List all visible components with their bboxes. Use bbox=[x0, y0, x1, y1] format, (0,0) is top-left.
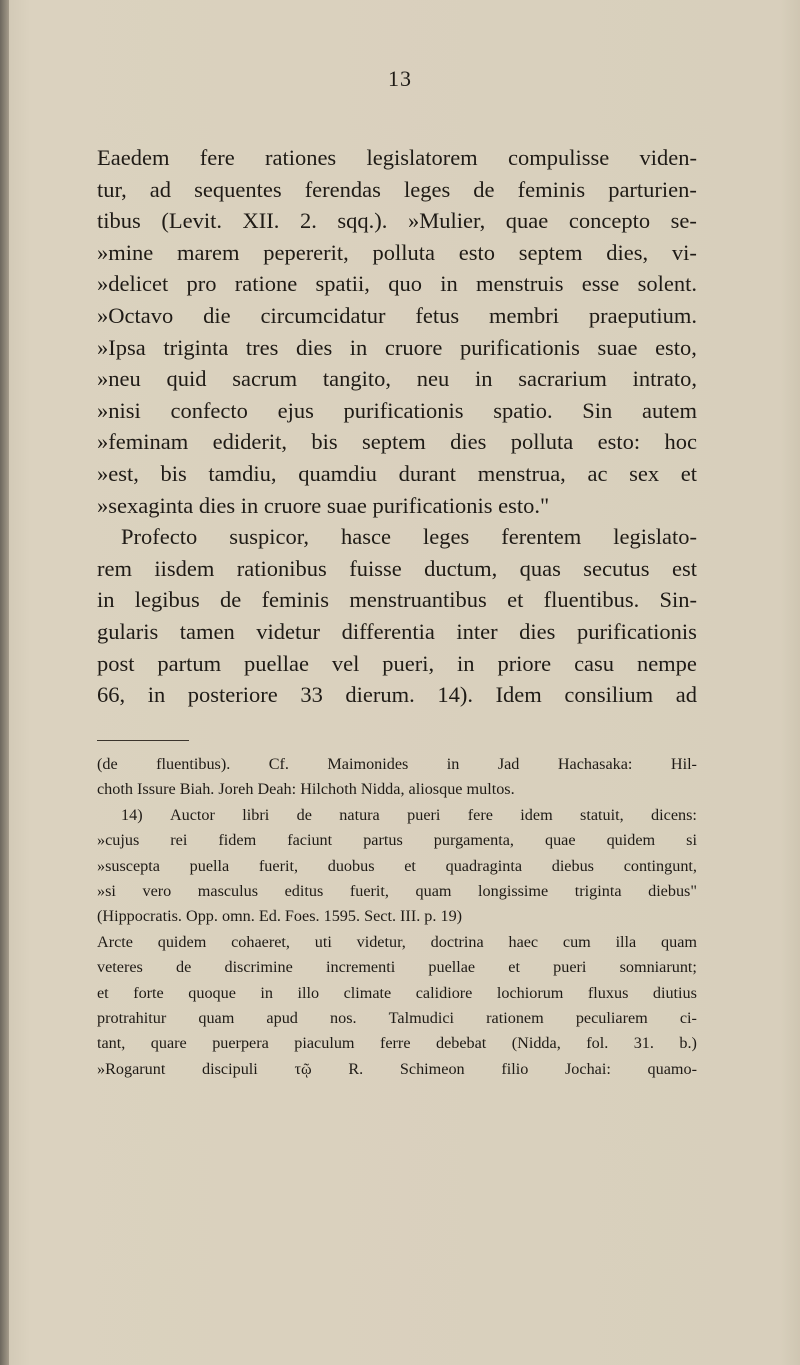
main-line: »est, bis tamdiu, quamdiu durant menstrua, ac sex et bbox=[97, 460, 697, 486]
main-line: 66, in posteriore 33 dierum. 14). Idem consilium ad bbox=[97, 682, 697, 708]
main-line: Eaedem fere rationes legislatorem compulisse viden- bbox=[97, 145, 697, 170]
main-line: »Octavo die circumcidatur fetus membri praeputium. bbox=[97, 302, 697, 328]
main-line: »sexaginta dies in cruore suae purificationis esto." bbox=[97, 492, 550, 518]
note-line: tant, quare puerpera piaculum ferre debebat (Nidda, fol. 31. b.) bbox=[97, 1034, 697, 1053]
main-line: in legibus de feminis menstruantibus et fluentibus. Sin- bbox=[97, 587, 697, 613]
main-line: Profecto suspicor, hasce leges ferentem legislato- bbox=[121, 524, 697, 550]
main-line: »neu quid sacrum tangito, neu in sacrarium intrato, bbox=[97, 366, 697, 392]
main-line: »feminam ediderit, bis septem dies polluta esto: hoc bbox=[97, 429, 697, 455]
main-line: rem iisdem rationibus fuisse ductum, quas secutus est bbox=[97, 555, 697, 581]
main-text-block bbox=[97, 142, 697, 711]
note-line: protrahitur quam apud nos. Talmudici rationem peculiarem ci- bbox=[97, 1009, 697, 1028]
note-line: Arcte quidem cohaeret, uti videtur, doctrina haec cum illa quam bbox=[97, 932, 697, 951]
footnotes-block bbox=[97, 752, 697, 1082]
main-line: »Ipsa triginta tres dies in cruore purificationis suae esto, bbox=[97, 334, 697, 360]
note-line: »suscepta puella fuerit, duobus et quadraginta diebus contingunt, bbox=[97, 856, 697, 875]
note-line: »si vero masculus editus fuerit, quam longissime triginta diebus" bbox=[97, 882, 697, 901]
note-line: »cujus rei fidem faciunt partus purgamenta, quae quidem si bbox=[97, 831, 697, 850]
main-line: tibus (Levit. XII. 2. sqq.). »Mulier, quae concepto se- bbox=[97, 208, 697, 234]
note-line: (Hippocratis. Opp. omn. Ed. Foes. 1595. Sect. III. p. 19) bbox=[97, 907, 463, 926]
page-spine-edge bbox=[0, 0, 9, 1365]
page-number: 13 bbox=[388, 66, 412, 91]
note-line: (de fluentibus). Cf. Maimonides in Jad Hachasaka: Hil- bbox=[97, 755, 697, 773]
note-line: 14) Auctor libri de natura pueri fere idem statuit, dicens: bbox=[121, 805, 697, 824]
main-line: »nisi confecto ejus purificationis spatio. Sin autem bbox=[97, 397, 697, 423]
note-line: et forte quoque in illo climate calidiore lochiorum fluxus diutius bbox=[97, 983, 697, 1002]
main-line: »mine marem pepererit, polluta esto septem dies, vi- bbox=[97, 239, 697, 265]
note-line: choth Issure Biah. Joreh Deah: Hilchoth Nidda, aliosque multos. bbox=[97, 780, 515, 799]
main-line: post partum puellae vel pueri, in priore casu nempe bbox=[97, 650, 697, 676]
main-line: »delicet pro ratione spatii, quo in menstruis esse solent. bbox=[97, 271, 697, 297]
note-line: veteres de discrimine incrementi puellae et pueri somniarunt; bbox=[97, 958, 697, 977]
main-line: gularis tamen videtur differentia inter dies purificationis bbox=[97, 618, 697, 644]
footnote-separator bbox=[97, 740, 189, 741]
note-line: »Rogarunt discipuli τῷ R. Schimeon filio Jochai: quamo- bbox=[97, 1059, 697, 1078]
main-line: tur, ad sequentes ferendas leges de feminis parturien- bbox=[97, 176, 697, 202]
